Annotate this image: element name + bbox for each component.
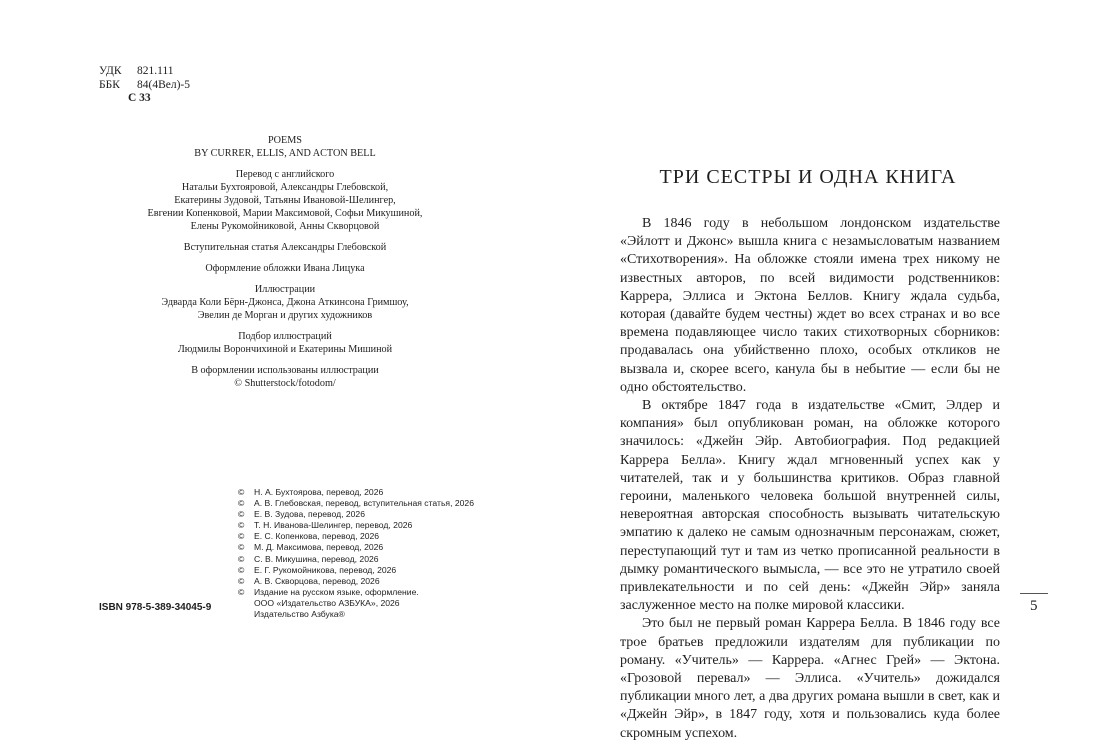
copyright-symbol: ©: [238, 553, 245, 564]
paragraph: В 1846 году в небольшом лондонском издательстве «Эйлотт и Джонс» вышла книга с незамысловатым названием «Стихотворения». На обложке стояли имена трех никому не известных авторов, по всей видимости родственников: Каррера, Эллиса и Эктона Беллов. Книгу ждала судьба, которая (давайте будем честны) ждет во всех странах и во все времена подавляющее число таких стихотворных сборников: продавалась она убийственно плохо, особых откликов не вызвала и, скорее всего, канула бы в небытие — если бы не одно обстоятельство.: [620, 216, 1000, 395]
credit-line: В оформлении использованы иллюстрации: [191, 365, 379, 376]
copyright-line: [238, 554, 474, 565]
credit-block: [130, 168, 440, 233]
credit-line: POEMS: [268, 135, 302, 146]
copyright-text: А. В. Глебовская, перевод, вступительная статья, 2026: [254, 498, 474, 509]
udk-row: [99, 65, 190, 79]
bbk-key: ББК: [99, 78, 120, 91]
credit-line: Подбор иллюстраций: [238, 331, 332, 342]
copyright-symbol: ©: [238, 531, 245, 542]
bbk-value: 84(4Вел)-5: [137, 78, 191, 91]
copyright-publisher-line: ООО «Издательство АЗБУКА», 2026: [254, 597, 400, 608]
copyright-symbol: ©: [238, 498, 245, 509]
credits: [130, 134, 440, 398]
copyright-line: [238, 576, 474, 587]
credit-block: [130, 262, 440, 275]
credit-line: © Shutterstock/fotodom/: [234, 378, 336, 389]
copyright-line: [238, 509, 474, 520]
copyright-text: Е. Г. Рукомойникова, перевод, 2026: [254, 564, 397, 575]
credit-line: Людмилы Ворончихиной и Екатерины Мишиной: [177, 344, 393, 355]
credit-line: Елены Рукомойниковой, Анны Скворцовой: [190, 221, 380, 232]
copyright-symbol: ©: [238, 509, 245, 520]
copyright-list: [238, 487, 474, 620]
copyright-symbol: ©: [238, 564, 245, 575]
copyright-text: А. В. Скворцова, перевод, 2026: [254, 575, 380, 586]
isbn: ISBN 978-5-389-34045-9: [99, 602, 212, 613]
credit-line: BY CURRER, ELLIS, AND ACTON BELL: [194, 148, 376, 159]
copyright-line: [238, 498, 474, 509]
copyright-text: Е. С. Копенкова, перевод, 2026: [254, 531, 380, 542]
chapter-title: ТРИ СЕСТРЫ И ОДНА КНИГА: [659, 166, 957, 188]
copyright-text: М. Д. Максимова, перевод, 2026: [254, 542, 384, 553]
credit-block: [130, 283, 440, 322]
copyright-text: Н. А. Бухтоярова, перевод, 2026: [254, 487, 384, 497]
credit-line: Вступительная статья Александры Глебовской: [183, 242, 387, 253]
credit-line: Эдварда Коли Бёрн-Джонса, Джона Аткинсона Гримшоу,: [161, 297, 409, 308]
copyright-symbol: ©: [238, 575, 245, 586]
copyright-text: С. В. Микушина, перевод, 2026: [254, 553, 379, 564]
copyright-symbol: ©: [238, 487, 245, 497]
copyright-line: [238, 542, 474, 553]
copyright-text: Е. В. Зудова, перевод, 2026: [254, 509, 365, 520]
udk-key: УДК: [99, 65, 122, 77]
credit-line: Перевод с английского: [235, 169, 335, 180]
credit-line: Екатерины Зудовой, Татьяны Ивановой-Шелингер,: [174, 195, 396, 206]
credit-line: Иллюстрации: [254, 284, 316, 295]
paragraph: Это был не первый роман Каррера Белла. В 1846 году все трое братьев предложили издателям для публикации по роману. «Учитель» — Каррера. «Агнес Грей» — Эктона. «Грозовой перевал» — Эллиса. «Учитель» дожидался публикации много лет, а два других романа вышли в свет, как и «Джейн Эйр», в 1847 году, хотя и пользовались куда более скромным успехом.: [620, 616, 1000, 741]
credit-block: [130, 364, 440, 390]
copyright-line: [238, 565, 474, 576]
copyright-line: [238, 520, 474, 531]
copyright-symbol: ©: [238, 520, 245, 531]
bbk-row: [99, 79, 190, 93]
author-mark: С 33: [128, 92, 151, 104]
copyright-text: Т. Н. Иванова-Шелингер, перевод, 2026: [254, 520, 413, 531]
credit-line: Оформление обложки Ивана Лицука: [205, 263, 365, 274]
copyright-line: [238, 587, 474, 598]
body-text: [620, 215, 1000, 743]
udk-value: 821.111: [137, 65, 174, 77]
copyright-symbol: ©: [238, 542, 245, 553]
credit-block: [130, 241, 440, 254]
credit-block: [130, 330, 440, 356]
credit-line: Натальи Бухтояровой, Александры Глебовской,: [181, 182, 389, 193]
copyright-line: [238, 531, 474, 542]
paragraph: В октябре 1847 года в издательстве «Смит, Элдер и компания» был опубликован роман, на обложке которого значилось: «Джейн Эйр. Автобиография. Под редакцией Каррера Белла». Книгу ждал мгновенный успех как у читателей, так и у большинства критиков. Образ главной героини, маленького человека большой внутренней силы, невероятная авторская способность вызывать читательскую эмпатию к далеко не самым однозначным персонажам, сюжет, переступающий тут и там из четко прописанной реальности в дымку романтического вымысла, — все это не утратило своей привлекательности и по сей день: «Джейн Эйр» заняла заслуженное место на полке мировой классики.: [620, 398, 1000, 614]
page-number-rule: [1020, 593, 1048, 594]
credit-line: Евгении Копенковой, Марии Максимовой, Софьи Микушиной,: [147, 208, 423, 219]
copyright-publisher-line: Издательство Азбука®: [254, 609, 345, 620]
copyright-text: Издание на русском языке, оформление.: [254, 586, 419, 597]
page-number: 5: [1030, 598, 1038, 614]
classification-codes: [99, 65, 190, 106]
copyright-symbol: ©: [238, 586, 245, 597]
copyright-line: [238, 487, 474, 498]
credit-block: [130, 134, 440, 160]
credit-line: Эвелин де Морган и других художников: [197, 310, 373, 321]
